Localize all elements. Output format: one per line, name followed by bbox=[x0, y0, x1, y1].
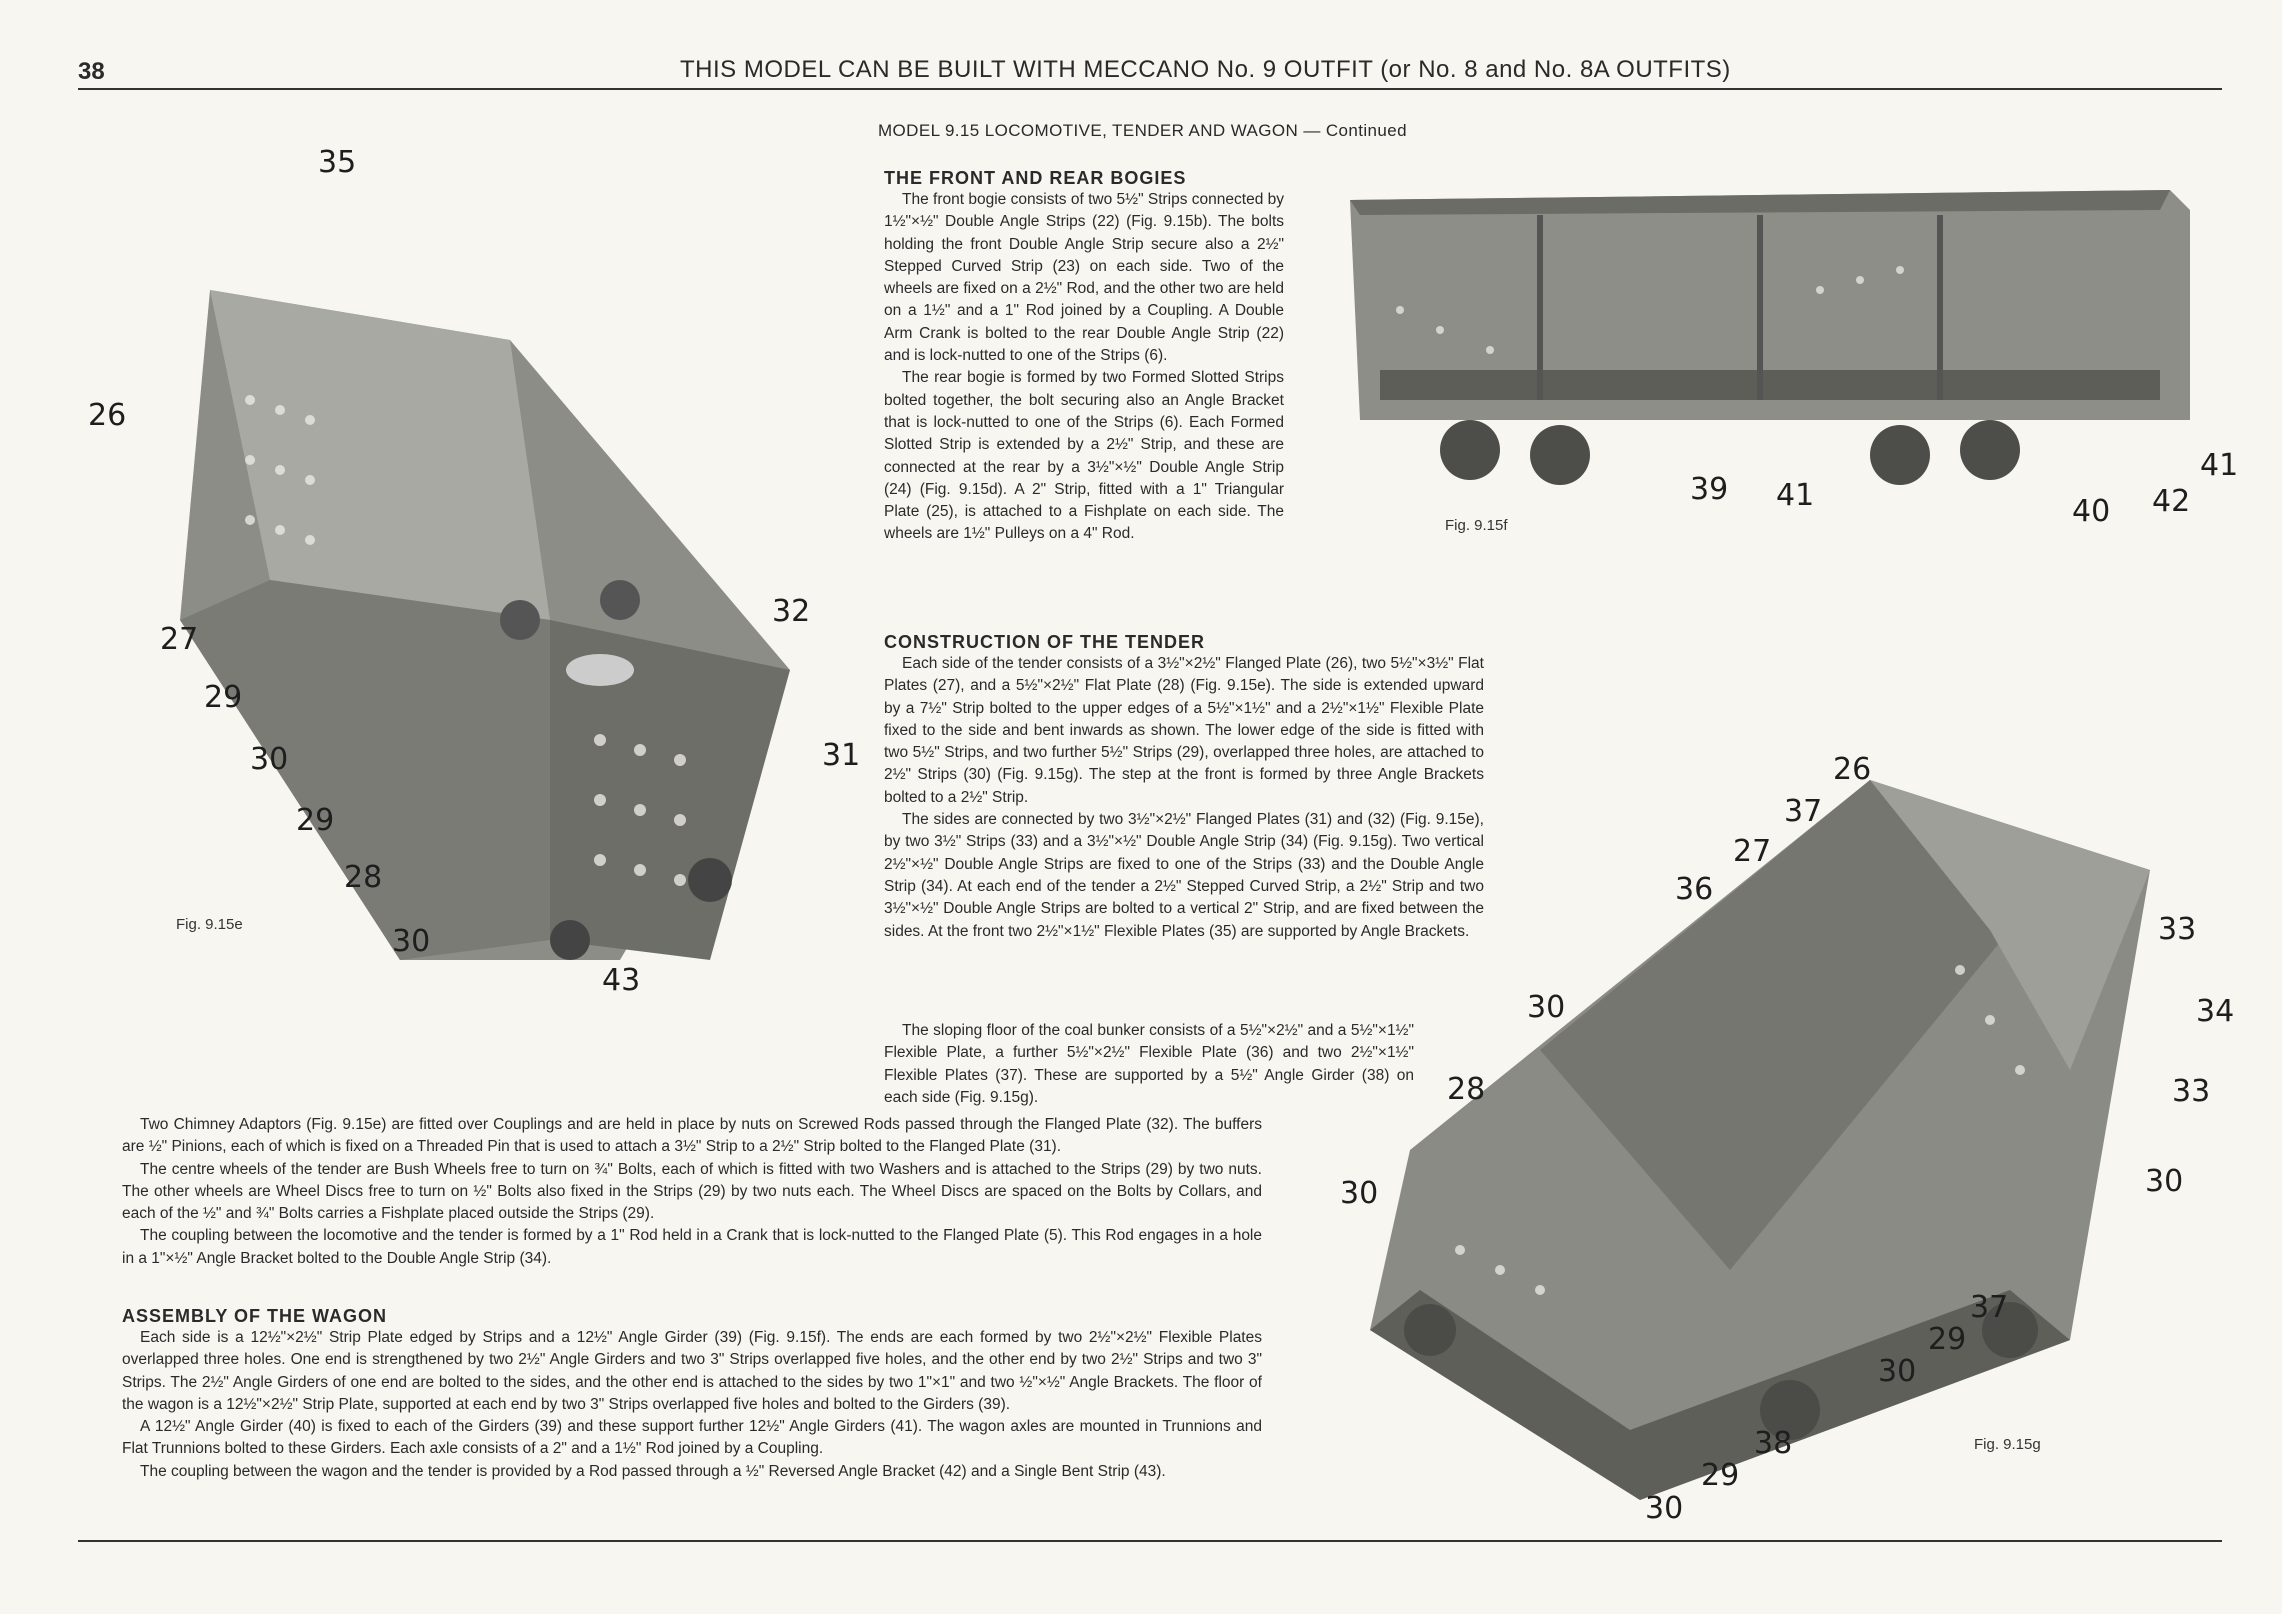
running-head: THIS MODEL CAN BE BUILT WITH MECCANO No. 9 OUTFIT (or No. 8 and No. 8A OUTFITS) bbox=[680, 56, 1731, 83]
tender-rear-photo-illustration bbox=[1310, 770, 2210, 1510]
callout-33-b: 33 bbox=[2172, 1074, 2211, 1109]
callout-30-g-a: 30 bbox=[1527, 990, 1566, 1025]
tender-paragraph-5: The centre wheels of the tender are Bush Wheels free to turn on ¾" Bolts, each of which is fitted with two Washers and is attached to the Strips (29) by two nuts. The other wheels are Wheel Discs free to turn on ½" Bolts also fixed in the Strips (29) by two nuts each. The Wheel Discs are spaced on the Bolts by Collars, and each of the ½" and ¾" Bolts carries a Fishplate placed outside the Strips (29). bbox=[122, 1160, 1262, 1223]
footer-rule bbox=[78, 1540, 2222, 1542]
bogies-heading: THE FRONT AND REAR BOGIES bbox=[884, 168, 1187, 188]
figure-caption-g: Fig. 9.15g bbox=[1974, 1436, 2041, 1453]
figure-caption-e: Fig. 9.15e bbox=[176, 916, 243, 933]
callout-32: 32 bbox=[772, 594, 811, 629]
tender-paragraph-6: The coupling between the locomotive and the tender is formed by a 1" Rod held in a Crank that is lock-nutted to the Flanged Plate (5). This Rod engages in a hole in a 1"×½" Angle Bracket bolted to the Double Angle Strip (34). bbox=[122, 1227, 1262, 1267]
tender-paragraph-1: Each side of the tender consists of a 3½"×2½" Flanged Plate (26), two 5½"×3½" Flat Plates (27), and a 5½"×2½" Flat Plate (28) (Fig. 9.15e). The side is extended upward by a 7½" Strip bolted to the upper edges of a 5½"×1½" and a 2½"×1½" Flexible Plate fixed to the side and bent inwards as shown. The lower edge of the side is fitted with two 5½" Strips, and two further 5½" Strips (29), overlapped three holes, are attached to 2½" Strips (30) (Fig. 9.15g). The step at the front is formed by three Angle Brackets bolted to a 2½" Strip. bbox=[884, 655, 1484, 806]
tender-paragraph-2: The sides are connected by two 3½"×2½" Flanged Plates (31) and (32) (Fig. 9.15e), by two 3½" Strips (33) and a 3½"×½" Double Angle Strip (34) (Fig. 9.15g). Two vertical 2½"×½" Double Angle Strips are fixed to one of the Strips (33) and the Double Angle Strip (34). At each end of the tender a 2½" Stepped Curved Strip, a 2½" Strip and two 3½"×½" Double Angle Strips are bolted to a vertical 2" Strip, and are fixed between the sides. At the front two 2½"×1½" Flexible Plates (35) are supported by Angle Brackets. bbox=[884, 811, 1484, 940]
wagon-photo-illustration bbox=[1340, 170, 2200, 500]
callout-39: 39 bbox=[1690, 472, 1729, 507]
figure-caption-f: Fig. 9.15f bbox=[1445, 517, 1508, 534]
bogies-paragraph-2: The rear bogie is formed by two Formed Slotted Strips bolted together, the bolt securing also an Angle Bracket that is lock-nutted to one of the Strips (6). Each Formed Slotted Strip is extended by a 2½" Strip, and these are connected at the rear by a 3½"×½" Double Angle Strip (24) (Fig. 9.15d). A 2" Strip, fitted with a 1" Triangular Plate (25), is attached to a Fishplate on each side. The wheels are 1½" Pulleys on a 4" Rod. bbox=[884, 369, 1284, 543]
callout-29-a: 29 bbox=[204, 680, 243, 715]
page-number: 38 bbox=[78, 58, 105, 85]
callout-31: 31 bbox=[822, 738, 861, 773]
wagon-paragraph-3: The coupling between the wagon and the tender is provided by a Rod passed through a ½" Reversed Angle Bracket (42) and a Single Bent Strip (43). bbox=[140, 1462, 1166, 1480]
tender-paragraph-3: The sloping floor of the coal bunker consists of a 5½"×2½" and a 5½"×1½" Flexible Plate, a further 5½"×2½" Flexible Plate (36) and two 2½"×1½" Flexible Plates (37). These are supported by a 5½" Angle Girder (38) on each side (Fig. 9.15g). bbox=[884, 1022, 1414, 1106]
callout-27-g: 27 bbox=[1733, 834, 1772, 869]
figure-9-15g bbox=[1310, 770, 2210, 1510]
callout-41-b: 41 bbox=[2200, 448, 2239, 483]
section-tender-details bbox=[122, 1114, 1262, 1270]
section-bogies bbox=[884, 168, 1284, 546]
callout-30-g-b: 30 bbox=[1340, 1176, 1379, 1211]
tender-photo-illustration bbox=[150, 200, 810, 1020]
tender-heading: CONSTRUCTION OF THE TENDER bbox=[884, 632, 1205, 652]
wagon-paragraph-2: A 12½" Angle Girder (40) is fixed to each of the Girders (39) and these support further 12½" Angle Girders (41). The wagon axles are mounted in Trunnions and Flat Trunnions bolted to these Girders. Each axle consists of a 2" and a 1½" Rod joined by a Coupling. bbox=[122, 1418, 1262, 1458]
callout-30-g-d: 30 bbox=[1878, 1354, 1917, 1389]
callout-42: 42 bbox=[2152, 484, 2191, 519]
wagon-heading: ASSEMBLY OF THE WAGON bbox=[122, 1306, 388, 1326]
callout-33-a: 33 bbox=[2158, 912, 2197, 947]
callout-30-g-c: 30 bbox=[2145, 1164, 2184, 1199]
callout-35: 35 bbox=[318, 145, 357, 180]
callout-37-b: 37 bbox=[1970, 1290, 2009, 1325]
callout-40: 40 bbox=[2072, 494, 2111, 529]
figure-9-15e bbox=[150, 200, 810, 1020]
bogies-paragraph-1: The front bogie consists of two 5½" Strips connected by 1½"×½" Double Angle Strips (22) (Fig. 9.15b). The bolts holding the front Double Angle Strip secure also a 2½" Stepped Curved Strip (23) on each side. Two of the wheels are fixed on a 2½" Rod, and the other two are held on a 1½" and a 1" Rod joined by a Coupling. A Double Arm Crank is bolted to the rear Double Angle Strip (22) and is lock-nutted to one of the Strips (6). bbox=[884, 191, 1285, 365]
callout-29-g-b: 29 bbox=[1701, 1458, 1740, 1493]
callout-30-g-e: 30 bbox=[1645, 1491, 1684, 1526]
callout-28-g: 28 bbox=[1447, 1072, 1486, 1107]
callout-41-a: 41 bbox=[1776, 478, 1815, 513]
wagon-paragraph-1: Each side is a 12½"×2½" Strip Plate edged by Strips and a 12½" Angle Girder (39) (Fig. 9.15f). The ends are each formed by two 2½"×2½" Flexible Plates overlapped three holes. One end is strengthened by two 2½" Angle Girders and two 3" Strips overlapped five holes, and the other end by two 2½" Strips and two 3" Strips. The 2½" Angle Girders of one end are bolted to the sides, and the other end is attached to the sides by two 1"×1" and two ½"×½" Angle Brackets. The floor of the wagon is a 12½"×2½" Strip Plate, supported at each end by two 3" Strips overlapped five holes and bolted to the Girders (39). bbox=[122, 1329, 1262, 1413]
callout-30-b: 30 bbox=[392, 924, 431, 959]
section-wagon bbox=[122, 1306, 1262, 1483]
callout-29-g-a: 29 bbox=[1928, 1322, 1967, 1357]
callout-27: 27 bbox=[160, 622, 199, 657]
callout-43: 43 bbox=[602, 963, 641, 998]
callout-36: 36 bbox=[1675, 872, 1714, 907]
callout-37-a: 37 bbox=[1784, 794, 1823, 829]
callout-26-g: 26 bbox=[1833, 752, 1872, 787]
model-title: MODEL 9.15 LOCOMOTIVE, TENDER AND WAGON — Continued bbox=[878, 121, 1407, 140]
callout-30-a: 30 bbox=[250, 742, 289, 777]
callout-26: 26 bbox=[88, 398, 127, 433]
tender-paragraph-4: Two Chimney Adaptors (Fig. 9.15e) are fitted over Couplings and are held in place by nuts on Screwed Rods passed through the Flanged Plate (32). The buffers are ½" Pinions, each of which is fixed on a Threaded Pin that is used to attach a 3½" Strip to a 2½" Strip bolted to the Flanged Plate (31). bbox=[122, 1116, 1262, 1156]
callout-29-b: 29 bbox=[296, 803, 335, 838]
callout-38: 38 bbox=[1754, 1426, 1793, 1461]
callout-28: 28 bbox=[344, 860, 383, 895]
figure-9-15f bbox=[1340, 170, 2200, 500]
callout-34: 34 bbox=[2196, 994, 2235, 1029]
header-rule bbox=[78, 88, 2222, 90]
